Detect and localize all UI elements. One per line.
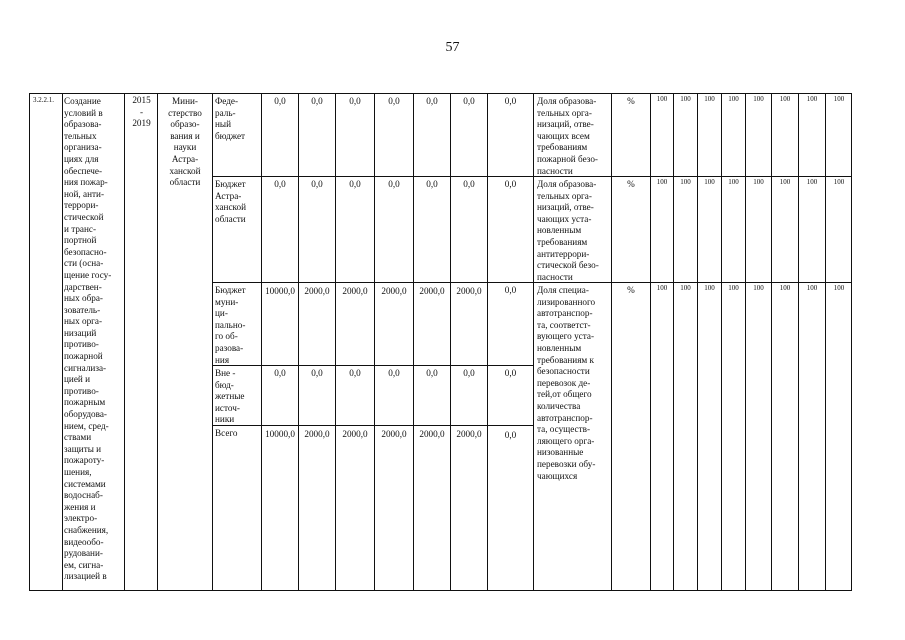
funding-value: 0,0 bbox=[504, 430, 517, 440]
funding-value: 0,0 bbox=[426, 368, 438, 378]
indicator-name: Доля образова- тельных орга- низаций, отве- чающих уста- новленным требованиям антитеррори- стической безо- пасности bbox=[537, 179, 599, 282]
funding-source: Вне - бюд- жетные источ- ники bbox=[215, 368, 245, 425]
indicator-value: 100 bbox=[680, 178, 691, 186]
indicator-value: 100 bbox=[779, 95, 791, 103]
col-divider bbox=[697, 94, 698, 590]
indicator-value: 100 bbox=[704, 95, 715, 103]
col-divider bbox=[413, 94, 414, 590]
col-divider bbox=[745, 94, 746, 590]
funding-value: 0,0 bbox=[311, 96, 323, 106]
funding-value: 0,0 bbox=[388, 96, 400, 106]
funding-value: 0,0 bbox=[349, 96, 361, 106]
funding-value: 10000,0 bbox=[265, 286, 295, 296]
indicator-value: 100 bbox=[656, 178, 668, 186]
indicator-value: 100 bbox=[833, 95, 845, 103]
indicator-value: 100 bbox=[728, 95, 739, 103]
col-divider bbox=[335, 94, 336, 590]
funding-source: Всего bbox=[215, 428, 238, 438]
col-divider bbox=[124, 94, 125, 590]
row-divider bbox=[212, 176, 851, 177]
col-divider bbox=[212, 94, 213, 590]
indicator-name: Доля специа- лизированного автотранспор- та, соответст- вующего уста- новленным требованиям к безопасности перевозок де- тей,от общего количества автотранспор- та, осуществ- ляющего орга- низованные перевозки обу- чающихся bbox=[537, 285, 596, 481]
funding-source: Бюджет Астра- ханской области bbox=[215, 179, 247, 224]
indicator-unit: % bbox=[627, 285, 635, 295]
funding-value: 2000,0 bbox=[304, 286, 330, 296]
col-divider bbox=[450, 94, 451, 590]
indicator-value: 100 bbox=[656, 284, 668, 292]
indicator-value: 100 bbox=[779, 284, 791, 292]
indicator-value: 100 bbox=[779, 178, 791, 186]
col-divider bbox=[487, 94, 488, 590]
indicator-value: 100 bbox=[806, 95, 818, 103]
funding-value: 0,0 bbox=[463, 368, 475, 378]
indicator-value: 100 bbox=[753, 95, 764, 103]
indicator-value: 100 bbox=[656, 95, 668, 103]
col-divider bbox=[650, 94, 651, 590]
indicator-name: Доля образова- тельных орга- низаций, отве- чающих всем требованиям пожарной безо- пасности bbox=[537, 96, 598, 176]
funding-value: 0,0 bbox=[349, 179, 361, 189]
funding-value: 0,0 bbox=[504, 179, 517, 189]
funding-source: Феде- раль- ный бюджет bbox=[215, 96, 246, 141]
funding-value: 2000,0 bbox=[342, 429, 368, 439]
funding-value: 2000,0 bbox=[419, 429, 445, 439]
funding-value: 0,0 bbox=[463, 96, 475, 106]
indicator-value: 100 bbox=[806, 284, 818, 292]
indicator-value: 100 bbox=[753, 284, 764, 292]
col-divider bbox=[798, 94, 799, 590]
col-divider bbox=[261, 94, 262, 590]
funding-value: 2000,0 bbox=[304, 429, 330, 439]
responsible-executor: Мини- стерство образо- вания и науки Астра- ханской области bbox=[168, 96, 202, 188]
indicator-value: 100 bbox=[680, 284, 691, 292]
measure-name: Создание условий в образова- тельных организа- циях для обеспече- ния пожар- ной, анти- террори- стической и транс- портной безопасно- сти (осна- щение госу- дарствен- ных обра- зователь- ных орга- низаций противо- пожарной сигнализа- цией и противо- пожарным оборудова- нием, сред- ствами защиты и пожароту- шения, системами водоснаб- жения и электро- снабжения, видеообо- рудовани- ем, сигна- лизацией в bbox=[64, 96, 112, 582]
funding-value: 0,0 bbox=[311, 368, 323, 378]
row-code: 3.2.2.1. bbox=[33, 96, 54, 104]
indicator-value: 100 bbox=[680, 95, 691, 103]
col-divider bbox=[298, 94, 299, 590]
col-divider bbox=[771, 94, 772, 590]
indicator-value: 100 bbox=[728, 284, 739, 292]
col-divider bbox=[673, 94, 674, 590]
funding-value: 2000,0 bbox=[342, 286, 368, 296]
indicator-value: 100 bbox=[833, 178, 845, 186]
indicator-value: 100 bbox=[704, 284, 715, 292]
funding-value: 0,0 bbox=[274, 96, 286, 106]
funding-source: Бюджет муни- ци- пально- го об- разова- ния bbox=[215, 285, 246, 365]
funding-value: 0,0 bbox=[274, 368, 286, 378]
implementation-period: 2015 - 2019 bbox=[132, 95, 151, 129]
indicator-unit: % bbox=[627, 96, 635, 106]
funding-value: 0,0 bbox=[463, 179, 475, 189]
indicator-value: 100 bbox=[753, 178, 764, 186]
indicator-value: 100 bbox=[704, 178, 715, 186]
funding-value: 0,0 bbox=[311, 179, 323, 189]
indicator-value: 100 bbox=[728, 178, 739, 186]
funding-value: 2000,0 bbox=[381, 429, 407, 439]
funding-value: 0,0 bbox=[504, 368, 517, 378]
indicator-value: 100 bbox=[806, 178, 818, 186]
funding-value: 0,0 bbox=[388, 179, 400, 189]
page-number: 57 bbox=[445, 40, 460, 55]
indicator-value: 100 bbox=[833, 284, 845, 292]
col-divider bbox=[62, 94, 63, 590]
funding-value: 2000,0 bbox=[419, 286, 445, 296]
funding-value: 0,0 bbox=[274, 179, 286, 189]
col-divider bbox=[825, 94, 826, 590]
funding-value: 0,0 bbox=[504, 96, 517, 106]
col-divider bbox=[374, 94, 375, 590]
funding-value: 2000,0 bbox=[381, 286, 407, 296]
funding-value: 0,0 bbox=[426, 96, 438, 106]
indicator-unit: % bbox=[627, 179, 635, 189]
funding-value: 0,0 bbox=[349, 368, 361, 378]
funding-value: 10000,0 bbox=[265, 429, 295, 439]
program-table bbox=[29, 93, 852, 591]
row-divider bbox=[212, 282, 851, 283]
funding-value: 0,0 bbox=[388, 368, 400, 378]
col-divider bbox=[533, 94, 534, 590]
funding-value: 0,0 bbox=[426, 179, 438, 189]
funding-value: 0,0 bbox=[504, 285, 517, 295]
funding-value: 2000,0 bbox=[456, 286, 482, 296]
funding-value: 2000,0 bbox=[456, 429, 482, 439]
col-divider bbox=[721, 94, 722, 590]
